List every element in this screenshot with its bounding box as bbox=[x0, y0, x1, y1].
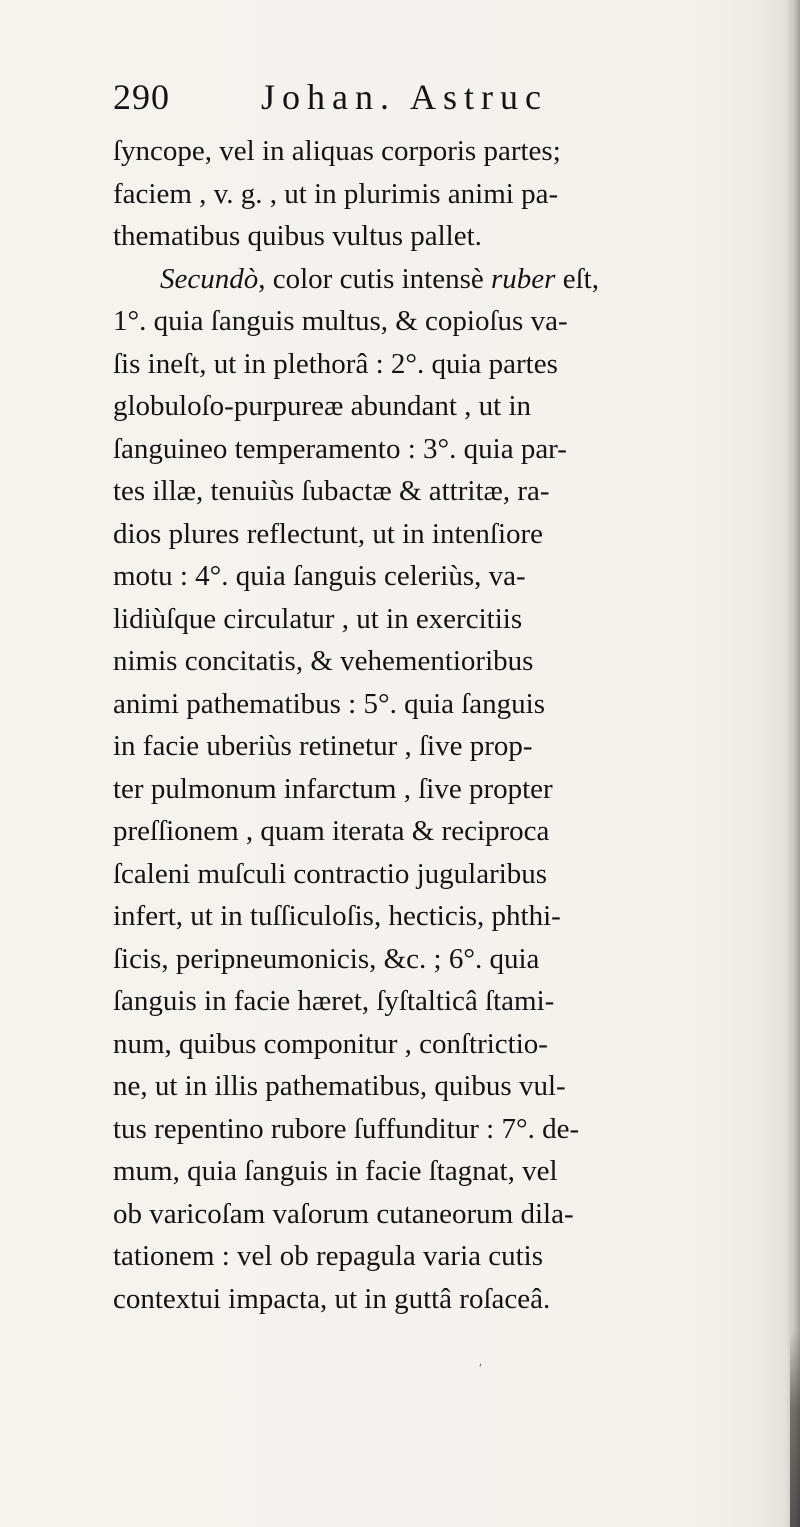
text-line: ſicis, peripneumonicis, &c. ; 6°. quia bbox=[113, 942, 540, 975]
text-line: motu : 4°. quia ſanguis celeriùs, va- bbox=[113, 560, 526, 592]
text-line: thematibus quibus vultus pallet. bbox=[113, 220, 482, 252]
page-number: 290 bbox=[113, 77, 170, 117]
text-line: lidiùſque circulatur , ut in exercitiis bbox=[113, 602, 523, 635]
text-line: ne, ut in illis pathematibus, quibus vul- bbox=[113, 1070, 566, 1102]
page-edge-dark bbox=[790, 1330, 800, 1527]
text-line: nimis concitatis, & vehementioribus bbox=[113, 645, 534, 677]
text-line: ſyncope, vel in aliquas corporis partes; bbox=[113, 135, 561, 167]
text-line: ſis ineſt, ut in plethorâ : 2°. quia partes bbox=[113, 347, 558, 380]
page-header bbox=[113, 76, 673, 126]
body-text bbox=[113, 130, 773, 1320]
text-line: Secundò, color cutis intensè ruber eſt, bbox=[160, 262, 599, 295]
text-line: preſſionem , quam iterata & reciproca bbox=[113, 815, 550, 847]
text-line: ſanguineo temperamento : 3°. quia par- bbox=[113, 432, 567, 465]
text-line: ob varicoſam vaſorum cutaneorum dila- bbox=[113, 1197, 574, 1230]
text-line: animi pathematibus : 5°. quia ſanguis bbox=[113, 687, 546, 720]
text-line: mum, quia ſanguis in facie ſtagnat, vel bbox=[113, 1155, 558, 1187]
running-head: Johan. Astruc bbox=[261, 77, 548, 117]
text-line: dios plures reflectunt, ut in intenſiore bbox=[113, 517, 544, 550]
text-line: ſcaleni muſculi contractio jugularibus bbox=[113, 857, 548, 890]
text-line: tes illæ, tenuiùs ſubactæ & attritæ, ra- bbox=[113, 475, 550, 507]
page-edge-shadow bbox=[786, 0, 800, 1527]
text-line: ter pulmonum infarctum , ſive propter bbox=[113, 772, 553, 805]
text-line: tationem : vel ob repagula varia cutis bbox=[113, 1240, 544, 1272]
text-line: contextui impacta, ut in guttâ roſaceâ. bbox=[113, 1282, 551, 1315]
text-line: 1°. quia ſanguis multus, & copioſus va- bbox=[113, 305, 568, 337]
text-line: num, quibus componitur , conſtrictio- bbox=[113, 1027, 548, 1060]
text-line: globuloſo-purpureæ abundant , ut in bbox=[113, 390, 532, 422]
text-line: in facie uberiùs retinetur , ſive prop- bbox=[113, 730, 533, 762]
text-line: infert, ut in tuſſiculoſis, hecticis, phthi- bbox=[113, 900, 561, 932]
text-line: ſanguis in facie hæret, ſyſtalticâ ſtami- bbox=[113, 985, 555, 1017]
ink-speck: ʹ bbox=[479, 1362, 483, 1377]
text-line: tus repentino rubore ſuffunditur : 7°. de- bbox=[113, 1112, 580, 1145]
text-line: faciem , v. g. , ut in plurimis animi pa- bbox=[113, 177, 559, 210]
